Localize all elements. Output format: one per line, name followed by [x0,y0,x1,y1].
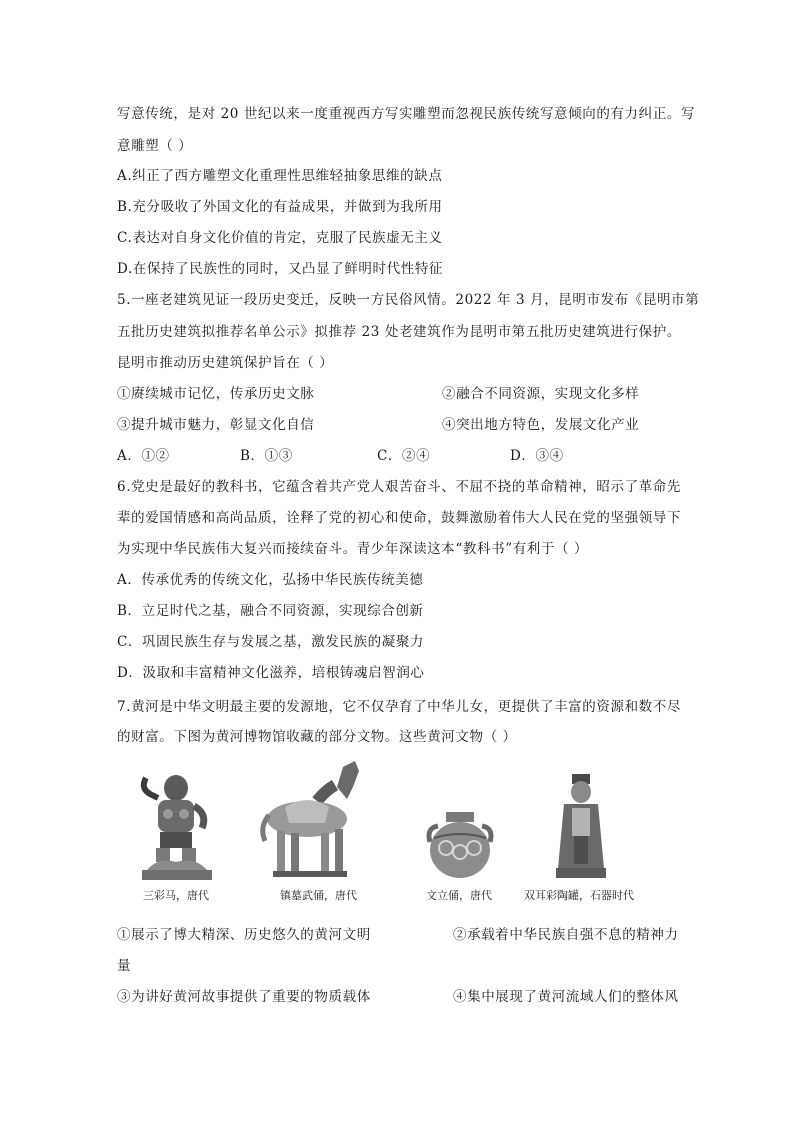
q7-stem-line-2: 的财富。下图为黄河博物馆收藏的部分文物。这些黄河文物（ ） [117,729,517,745]
q5-stem-line-1: 5.一座老建筑见证一段历史变迁，反映一方民俗风情。2022 年 3 月，昆明市发布《昆明市第 [117,292,700,308]
q5-stem-line-2: 五批历史建筑拟推荐名单公示》拟推荐 23 处老建筑作为昆明市第五批历史建筑进行保护。 [117,324,681,340]
q5-option-c: C．②④ [377,448,431,464]
q6-option-c: C．巩固民族生存与发展之基，激发民族的凝聚力 [117,634,425,650]
q5-stem-line-3: 昆明市推动历史建筑保护旨在（ ） [117,355,334,371]
artifact-caption-1: 三彩马，唐代 [143,889,209,902]
q7-item-2: ②承载着中华民族自强不息的精神力 [453,927,679,943]
artifact-caption-4: 双耳彩陶罐，石器时代 [524,889,634,902]
q7-item-1: ①展示了博大精深、历史悠久的黄河文明 [117,927,371,943]
q6-option-b: B．立足时代之基，融合不同资源，实现综合创新 [117,603,424,619]
q7-item-4: ④集中展现了黄河流域人们的整体风 [453,989,679,1005]
q5-item-3: ③提升城市魅力，彰显文化自信 [117,417,315,433]
q5-option-a: A．①② [117,448,170,464]
q5-item-4: ④突出地方特色，发展文化产业 [442,417,640,433]
q7-item-2-continued: 量 [117,958,132,974]
artifact-caption-3: 文立俑，唐代 [426,889,492,902]
q7-stem-line-1: 7.黄河是中华文明最主要的发源地，它不仅孕育了中华儿女，更提供了丰富的资源和数不尽 [117,699,681,715]
q6-option-d: D．汲取和丰富精神文化滋养，培根铸魂启智润心 [117,665,425,681]
q4-option-a: A.纠正了西方雕塑文化重理性思维轻抽象思维的缺点 [117,168,443,184]
q4-option-c: C.表达对自身文化价值的肯定，克服了民族虚无主义 [117,230,443,246]
q4-option-b: B.充分吸收了外国文化的有益成果，并做到为我所用 [117,199,443,215]
q6-stem-line-2: 辈的爱国情感和高尚品质，诠释了党的初心和使命，鼓舞激励着伟大人民在党的坚强领导下 [117,510,681,526]
q6-stem-line-3: 为实现中华民族伟大复兴而接续奋斗。青少年深读这本“教科书”有利于（ ） [117,541,589,557]
artifact-caption-2: 镇墓武俑，唐代 [280,889,357,902]
q4-stem-line-2: 意雕塑（ ） [117,138,193,154]
tricolor-horse-image [255,757,370,882]
q4-stem-line-1: 写意传统，是对 20 世纪以来一度重视西方写实雕塑而忽视民族传统写意倾向的有力纠正。写 [117,106,696,122]
civil-official-figurine-image [552,772,610,882]
armored-warrior-figurine-image [136,770,216,882]
q6-stem-line-1: 6.党史是最好的教科书，它蕴含着共产党人艰苦奋斗、不屈不挠的革命精神，昭示了革命先 [117,479,681,495]
q6-option-a: A．传承优秀的传统文化，弘扬中华民族传统美德 [117,572,424,588]
q5-option-b: B．①③ [240,448,293,464]
q7-item-3: ③为讲好黄河故事提供了重要的物质载体 [117,989,371,1005]
q5-option-d: D．③④ [510,448,564,464]
q4-option-d: D.在保持了民族性的同时，又凸显了鲜明时代性特征 [117,261,444,277]
q5-item-2: ②融合不同资源，实现文化多样 [442,386,640,402]
q5-item-1: ①赓续城市记忆，传承历史文脉 [117,386,315,402]
double-handled-jar-image [424,808,496,882]
